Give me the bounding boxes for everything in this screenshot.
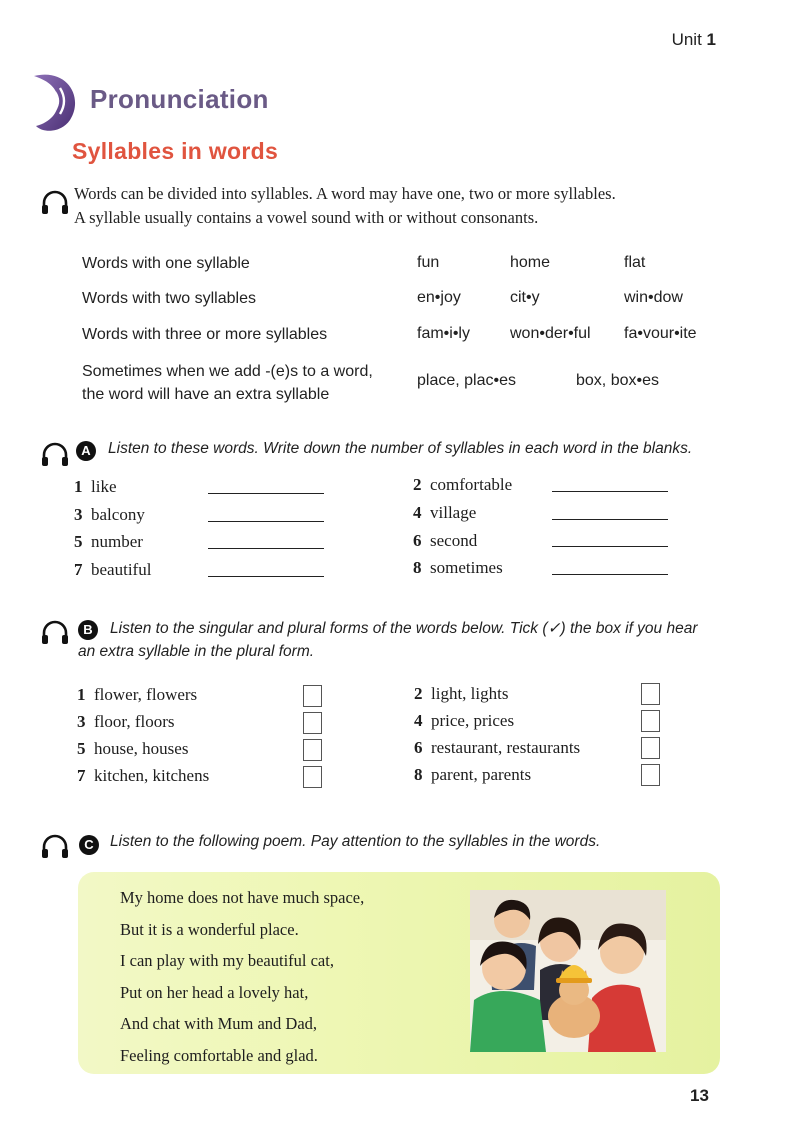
tick-box[interactable] — [641, 710, 660, 732]
list-item: 4 price, prices — [414, 711, 515, 730]
tick-box[interactable] — [303, 685, 322, 707]
extra-label-line-1: Sometimes when we add -(e)s to a word, — [82, 363, 373, 380]
answer-blank[interactable] — [552, 546, 668, 547]
exercise-b-instruction-line-1: Listen to the singular and plural forms of the words below. Tick (✓) the box if you hear — [110, 620, 698, 637]
tick-box[interactable] — [641, 737, 660, 759]
list-item: 2 comfortable — [413, 475, 513, 494]
table-cell: win•dow — [624, 289, 683, 306]
list-item: 3 floor, floors — [77, 712, 175, 731]
answer-blank[interactable] — [208, 576, 324, 577]
table-cell: fun — [417, 254, 440, 271]
exercise-c-instruction: Listen to the following poem. Pay attention to the syllables in the words. — [110, 833, 601, 850]
table-row-label: Words with one syllable — [82, 255, 250, 272]
section-subtitle: Syllables in words — [72, 138, 279, 164]
poem-line: Put on her head a lovely hat, — [120, 982, 309, 1002]
intro-line-2: A syllable usually contains a vowel sound with or without consonants. — [74, 208, 539, 227]
table-row-label — [82, 360, 373, 406]
intro-line-1: Words can be divided into syllables. A word may have one, two or more syllables. — [74, 184, 616, 203]
speaker-icon — [30, 70, 82, 132]
table-cell: won•der•ful — [510, 325, 591, 342]
poem-line: And chat with Mum and Dad, — [120, 1014, 318, 1033]
list-item: 7 kitchen, kitchens — [77, 766, 210, 785]
list-item: 6 second — [413, 531, 478, 550]
poem-line: My home does not have much space, — [120, 888, 365, 907]
headphones-icon — [40, 834, 70, 860]
answer-blank[interactable] — [552, 491, 668, 492]
tick-box[interactable] — [303, 712, 322, 734]
table-row-label: Words with three or more syllables — [82, 326, 328, 343]
list-item: 7 beautiful — [74, 560, 152, 579]
list-item: 3 balcony — [74, 505, 145, 524]
list-item: 5 house, houses — [77, 739, 189, 758]
table-row-label: Words with two syllables — [82, 290, 256, 307]
poem-line: But it is a wonderful place. — [120, 919, 299, 939]
exercise-c-badge: C — [79, 835, 99, 855]
table-cell: fa•vour•ite — [624, 325, 697, 342]
poem-line: Feeling comfortable and glad. — [120, 1045, 318, 1065]
section-title: Pronunciation — [90, 84, 269, 114]
table-cell: cit•y — [510, 289, 540, 306]
table-cell: home — [510, 254, 551, 271]
tick-box[interactable] — [303, 739, 322, 761]
list-item: 4 village — [413, 503, 477, 522]
headphones-icon — [40, 620, 70, 646]
exercise-b-badge: B — [78, 620, 98, 640]
answer-blank[interactable] — [552, 574, 668, 575]
table-cell: flat — [624, 254, 646, 271]
tick-box[interactable] — [641, 683, 660, 705]
table-cell: en•joy — [417, 289, 461, 306]
extra-label-line-2: the word will have an extra syllable — [82, 386, 330, 403]
headphones-icon — [40, 442, 70, 468]
exercise-a-instruction: Listen to these words. Write down the number of syllables in each word in the blanks. — [108, 440, 693, 457]
answer-blank[interactable] — [208, 521, 324, 522]
list-item: 1 like — [74, 477, 117, 496]
headphones-icon — [40, 190, 70, 216]
exercise-a-badge: A — [76, 441, 96, 461]
list-item: 1 flower, flowers — [77, 685, 198, 704]
unit-label — [672, 30, 716, 50]
answer-blank[interactable] — [208, 548, 324, 549]
unit-number: 1 — [706, 30, 716, 49]
unit-word: Unit — [671, 30, 702, 49]
list-item: 2 light, lights — [414, 684, 509, 703]
table-cell: box, box•es — [576, 372, 659, 389]
answer-blank[interactable] — [552, 519, 668, 520]
children-with-cat-photo — [470, 890, 666, 1052]
list-item: 8 sometimes — [413, 558, 503, 577]
poem-line: I can play with my beautiful cat, — [120, 951, 334, 970]
intro-text — [74, 182, 616, 230]
exercise-b-instruction-line-2: an extra syllable in the plural form. — [78, 643, 315, 660]
tick-box[interactable] — [303, 766, 322, 788]
answer-blank[interactable] — [208, 493, 324, 494]
table-cell: fam•i•ly — [417, 325, 470, 342]
table-cell: place, plac•es — [417, 372, 516, 389]
list-item: 8 parent, parents — [414, 765, 532, 784]
list-item: 6 restaurant, restaurants — [414, 738, 581, 757]
tick-box[interactable] — [641, 764, 660, 786]
poem — [120, 882, 364, 1071]
list-item: 5 number — [74, 532, 143, 551]
page-number: 13 — [690, 1086, 709, 1105]
